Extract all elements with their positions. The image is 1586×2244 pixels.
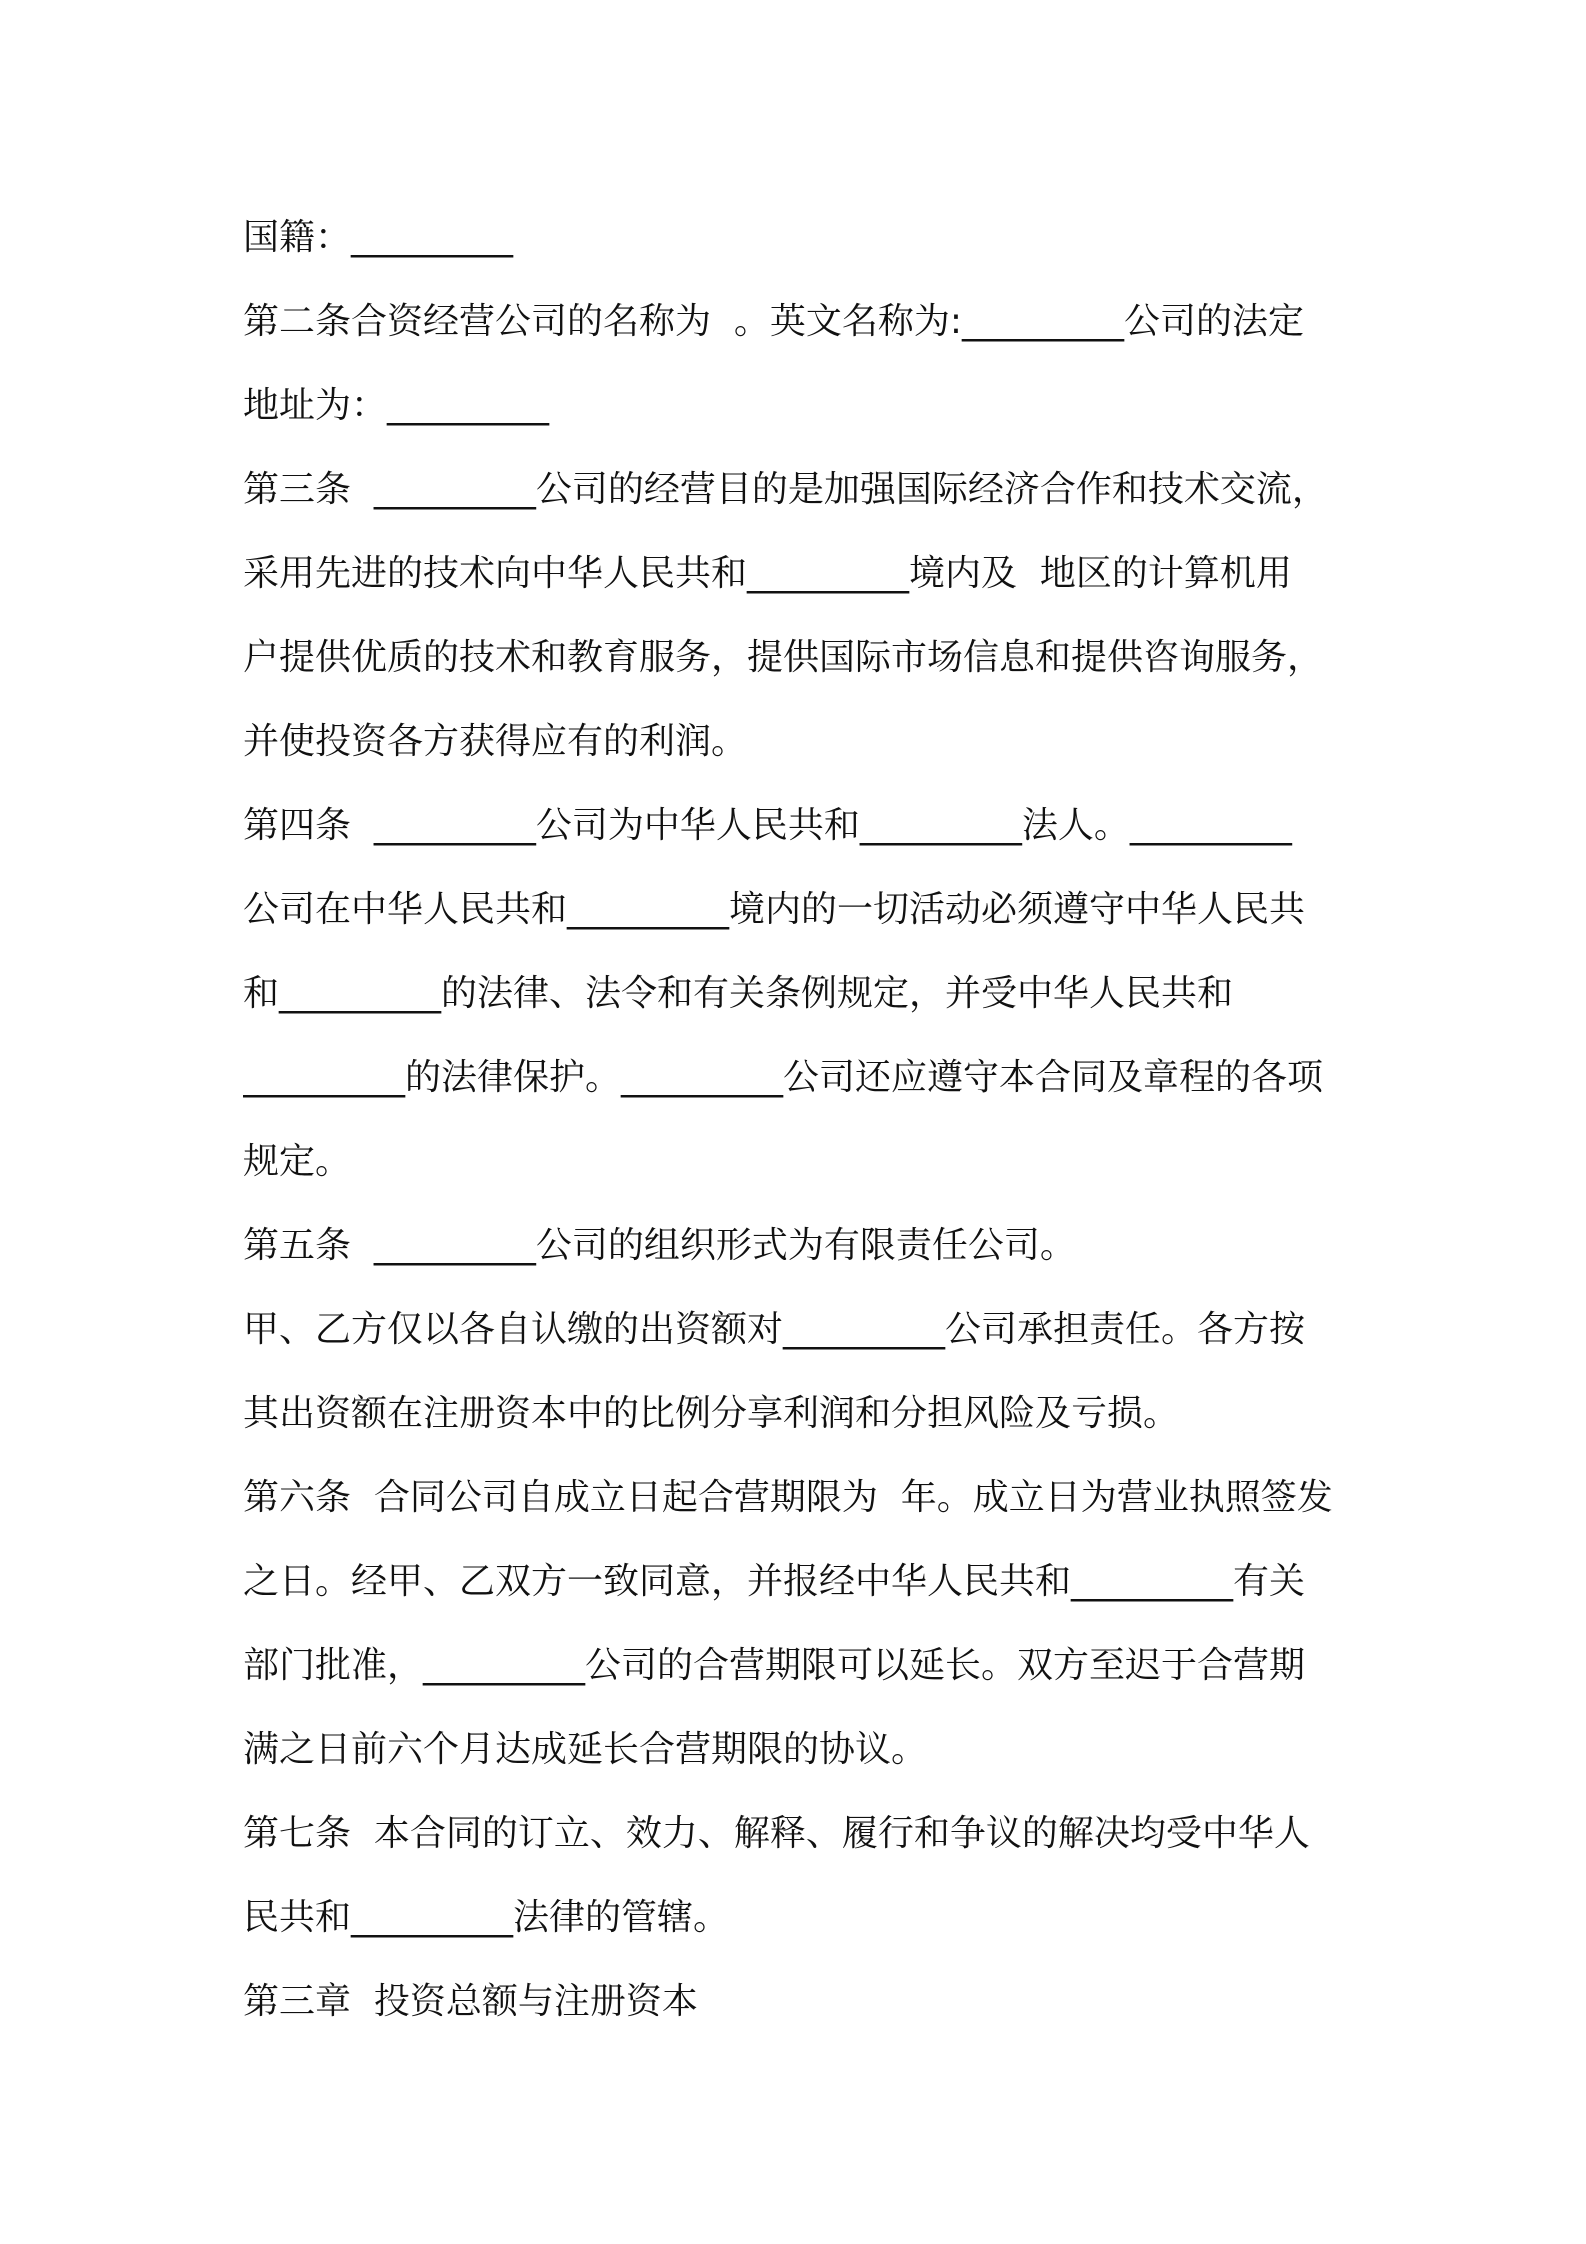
- text-line: 满之日前六个月达成延长合营期限的协议。: [243, 1729, 928, 1770]
- text-line: 户提供优质的技术和教育服务，提供国际市场信息和提供咨询服务，: [243, 637, 1324, 678]
- text-line: 国籍：_________: [243, 217, 514, 258]
- text-line: 第七条 本合同的订立、效力、解释、履行和争议的解决均受中华人: [243, 1813, 1310, 1854]
- section-heading: 第三章 投资总额与注册资本: [243, 1981, 698, 2022]
- text-line: 第五条 _________公司的组织形式为有限责任公司。: [243, 1225, 1076, 1266]
- text-line: 第六条 合同公司自成立日起合营期限为 年。成立日为营业执照签发: [243, 1477, 1333, 1518]
- text-line: 采用先进的技术向中华人民共和_________境内及 地区的计算机用: [243, 553, 1292, 594]
- text-line: 第三条 _________公司的经营目的是加强国际经济合作和技术交流，: [243, 469, 1328, 510]
- text-line: 民共和_________法律的管辖。: [243, 1897, 730, 1938]
- text-line: _________的法律保护。_________公司还应遵守本合同及章程的各项: [243, 1057, 1324, 1098]
- text-line: 第二条合资经营公司的名称为 。英文名称为:_________公司的法定: [243, 301, 1305, 342]
- text-line: 公司在中华人民共和_________境内的一切活动必须遵守中华人民共: [243, 889, 1306, 930]
- text-line: 第四条 _________公司为中华人民共和_________法人。_________: [243, 805, 1292, 846]
- text-line: 部门批准，_________公司的合营期限可以延长。双方至迟于合营期: [243, 1645, 1306, 1686]
- text-line: 地址为：_________: [243, 385, 550, 426]
- text-line: 规定。: [243, 1141, 352, 1182]
- text-line: 甲、乙方仅以各自认缴的出资额对_________公司承担责任。各方按: [243, 1309, 1306, 1350]
- text-line: 之日。经甲、乙双方一致同意，并报经中华人民共和_________有关: [243, 1561, 1306, 1602]
- text-line: 并使投资各方获得应有的利润。: [243, 721, 748, 762]
- text-line: 和_________的法律、法令和有关条例规定，并受中华人民共和: [243, 973, 1234, 1014]
- text-line: 其出资额在注册资本中的比例分享利润和分担风险及亏损。: [243, 1393, 1180, 1434]
- document-body: [243, 196, 1363, 2044]
